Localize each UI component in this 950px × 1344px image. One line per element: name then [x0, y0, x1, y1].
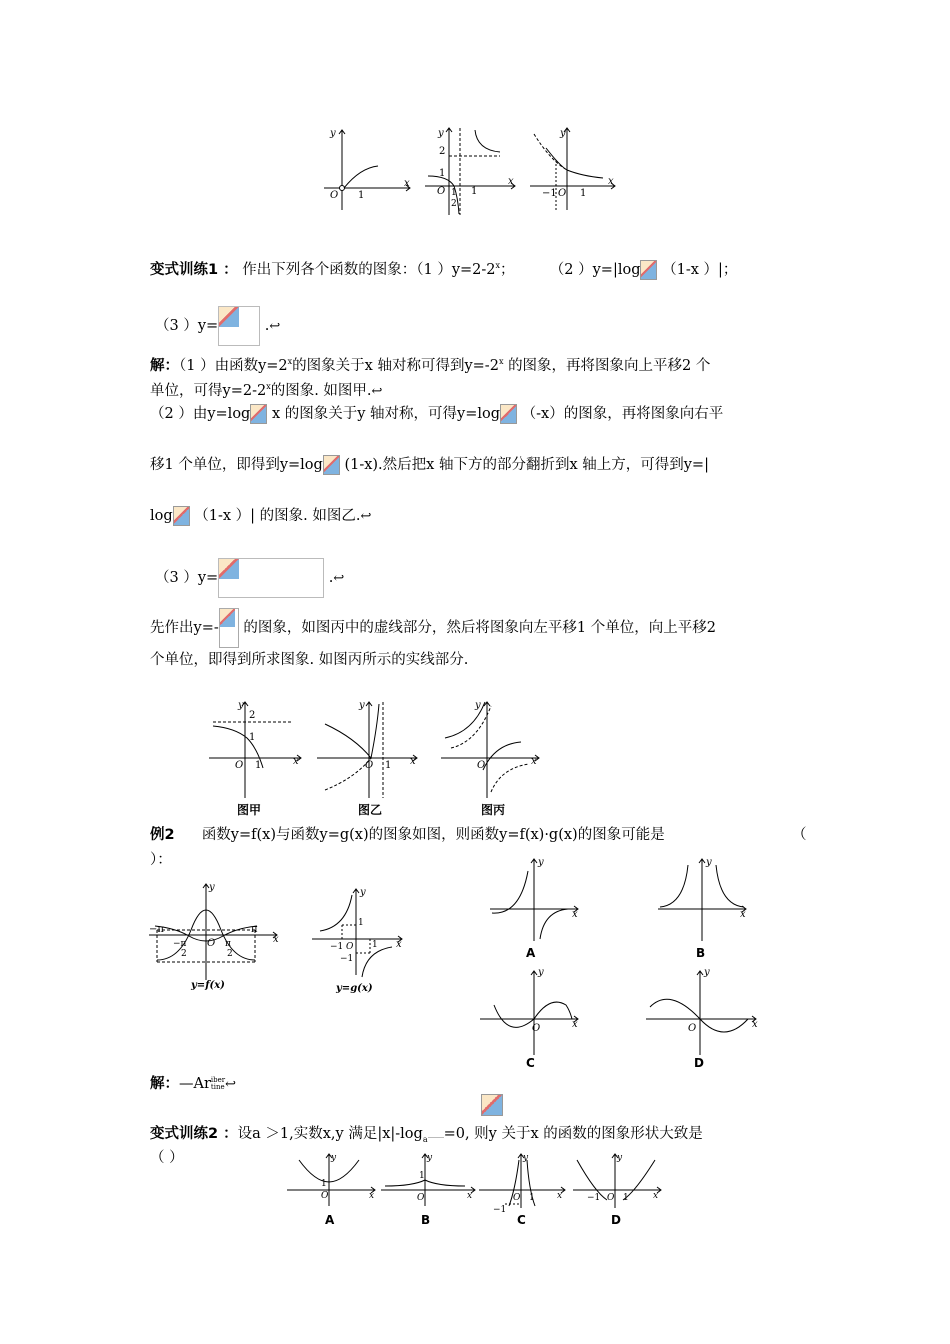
formula-image-box: [219, 608, 239, 648]
sol-label: 解：: [150, 357, 179, 374]
ex3-option-a: A: [325, 1213, 335, 1227]
fy-x: x: [410, 756, 416, 767]
figure-row: [205, 698, 550, 823]
tg2-half-den: 2: [451, 199, 457, 209]
gx-x: x: [396, 939, 402, 950]
ex2-paren2: ）：: [150, 852, 172, 868]
fj-1: 1: [249, 732, 256, 743]
fig-yi-graph: [317, 702, 417, 798]
e3c-neg1: −1: [493, 1205, 507, 1215]
tg2-half-num: 1: [451, 188, 457, 198]
fx-pi: π: [251, 924, 258, 935]
option-b-label: B: [696, 946, 706, 960]
ex2-paren: （: [792, 827, 807, 843]
sol2-label: 解：: [150, 1076, 179, 1092]
tg1-x: x: [404, 178, 410, 189]
e3d-neg1: −1: [587, 1193, 601, 1203]
oa-x: x: [572, 909, 578, 920]
gx-y: y: [360, 887, 366, 898]
fx-pi2-den: 2: [227, 949, 233, 959]
sol-line-8: [150, 650, 468, 670]
ob-x: x: [740, 909, 746, 920]
ex3-line: [150, 1124, 703, 1150]
fig-bing-graph: [441, 702, 539, 798]
sol-line-1: [150, 352, 710, 376]
ex3-title: 变式训练2 ：: [150, 1126, 238, 1142]
log-base-image: [500, 404, 517, 424]
tg3-y: y: [560, 128, 566, 139]
sol-line-6: [155, 558, 344, 598]
fx-pi2: π: [225, 939, 231, 949]
fx-x: x: [273, 934, 279, 945]
sol-l1a: （1 ）由函数y=2: [179, 357, 288, 374]
fx-neg-pi2-den: 2: [181, 949, 187, 959]
sol-sup3: x: [266, 382, 271, 391]
e3a-x: x: [369, 1191, 375, 1201]
tg2-o: O: [437, 186, 446, 197]
ex3-formula-image: [481, 1094, 503, 1116]
formula-image-icon: [219, 559, 239, 579]
fx-graph: [145, 880, 285, 995]
e3c-1: 1: [529, 1193, 535, 1203]
ex1-part2: （2 ）y=|log: [549, 261, 641, 278]
tg2-2: 2: [439, 146, 446, 157]
return-mark-icon: ↩: [269, 319, 281, 334]
gx-1b: 1: [372, 940, 378, 950]
sol-l1b: 的图象关于x 轴对称可得到y=-2: [292, 357, 499, 374]
sol-line-2: [150, 377, 382, 402]
fb-x: x: [531, 756, 537, 767]
e3a-1: 1: [321, 1179, 327, 1189]
ex2-line: [150, 825, 665, 845]
od-x: x: [752, 1019, 758, 1030]
ex1-part3: （3 ）y=: [155, 318, 219, 334]
fj-x: x: [293, 756, 299, 767]
sol-l4b: (1-x).然后把x 轴下方的部分翻折到x 轴上方，可得到y=|: [344, 457, 709, 473]
ex1-part2b: （1-x ）|；: [662, 261, 738, 278]
sol-l8: 个单位，即得到所求图象. 如图丙所示的实线部分.: [150, 652, 469, 668]
e3c-x: x: [557, 1191, 563, 1201]
sol-l5a: log: [150, 508, 173, 524]
fj-1b: 1: [255, 760, 262, 771]
option-c-label: C: [526, 1056, 535, 1070]
ex3-text: 设a ＞1,实数x,y 满足|x|-log: [237, 1126, 423, 1142]
sol-l7a: 先作出y=-: [150, 620, 219, 636]
ex2-label: 例2: [150, 827, 175, 843]
tg2-1: 1: [439, 168, 446, 179]
ex1-part3b: .: [264, 318, 270, 334]
return-mark-icon: ↩: [360, 509, 372, 524]
oc-o: O: [532, 1023, 541, 1034]
gx-o: O: [346, 942, 354, 952]
tg1-1: 1: [358, 190, 365, 201]
oa-y: y: [538, 857, 544, 868]
fy-o: O: [365, 760, 374, 771]
tg1-y: y: [330, 128, 336, 139]
log-base-image: [173, 506, 190, 526]
ex3-sub: a: [422, 1134, 428, 1144]
sol-l3a: （2 ）由y=log: [150, 406, 251, 422]
formula-image-box: [218, 306, 260, 346]
od-o: O: [688, 1023, 697, 1034]
fy-1: 1: [385, 760, 392, 771]
ex1-sup: x: [495, 261, 501, 270]
sol-l1c: 的图象，再将图象向上平移2 个: [508, 357, 711, 374]
fx-negpi: −π: [149, 924, 164, 935]
fig-bing-caption: 图丙: [481, 803, 506, 817]
fx-y: y: [209, 882, 215, 893]
tg3-neg1: −1: [542, 188, 557, 199]
sol-sup1: x: [287, 357, 293, 366]
e3d-o: O: [607, 1193, 615, 1203]
ex2-text: 函数y=f(x)与函数y=g(x)的图象如图，则函数y=f(x)·g(x)的图象可能是: [201, 827, 665, 843]
sol2-sup: iber: [210, 1076, 226, 1084]
fj-y: y: [238, 700, 244, 711]
oc-x: x: [572, 1019, 578, 1030]
e3b-y: y: [427, 1153, 433, 1163]
e3d-y: y: [617, 1153, 623, 1163]
fb-o: O: [477, 760, 486, 771]
ex3-option-d: D: [611, 1213, 621, 1227]
sol2-garbled: —Ar: [179, 1076, 211, 1092]
tg3-x: x: [608, 176, 614, 187]
sol2-line: [150, 1074, 236, 1095]
sol-line-4: [150, 455, 709, 475]
log-base-image: [250, 404, 267, 424]
fx-o: O: [207, 938, 216, 949]
e3b-x: x: [467, 1191, 473, 1201]
sol-l2: 单位，可得y=2-2: [150, 382, 267, 399]
gx-graph: [310, 885, 410, 995]
e3c-y: y: [523, 1153, 529, 1163]
fig-jia-caption: 图甲: [237, 803, 262, 817]
formula-image-icon: [220, 609, 235, 627]
ex2-options: [480, 855, 770, 1075]
sol-line-3: [150, 404, 723, 424]
e3a-y: y: [331, 1153, 337, 1163]
ex3-option-c: C: [517, 1213, 526, 1227]
fj-2: 2: [249, 710, 256, 721]
od-y: y: [704, 967, 710, 978]
sol-l7b: 的图象，如图丙中的虚线部分，然后将图象向左平移1 个单位，向上平移2: [243, 620, 716, 636]
return-mark-icon: ↩: [333, 571, 345, 586]
ex3-paren: （ ）: [150, 1150, 184, 1166]
e3b-o: O: [417, 1193, 425, 1203]
ex1-line: [150, 256, 737, 280]
e3b-1: 1: [419, 1171, 425, 1181]
tg2-y: y: [438, 128, 444, 139]
option-d-label: D: [694, 1056, 704, 1070]
ex1-part3-line: [155, 306, 280, 346]
ex1-title: 变式训练1 ：: [150, 261, 238, 278]
formula-image-icon: [481, 1094, 503, 1116]
formula-image-icon: [219, 307, 239, 327]
tg1-o: O: [330, 190, 339, 201]
fig-yi-caption: 图乙: [358, 803, 383, 817]
fb-y: y: [475, 700, 481, 711]
sol-l3c: （-x）的图象，再将图象向右平: [521, 406, 724, 422]
gx-1: 1: [358, 918, 364, 928]
ex1-text: 作出下列各个函数的图象：（1 ）y=2-2: [242, 261, 496, 278]
oc-y: y: [538, 967, 544, 978]
gx-neg1b: −1: [340, 954, 354, 964]
sol-l6b: .: [328, 570, 334, 586]
fx-neg-pi2: −π: [173, 939, 187, 949]
sol-l5b: （1-x ）| 的图象. 如图乙.: [194, 508, 361, 524]
log-base-image: [323, 455, 340, 475]
tg3-o: O: [558, 188, 567, 199]
return-mark-icon: ↩: [371, 383, 383, 399]
sol2-sub: tine: [210, 1083, 225, 1091]
ex3-text2: =0, 则y 关于x 的函数的图象形状大致是: [443, 1126, 703, 1142]
ob-y: y: [706, 857, 712, 868]
gx-neg1: −1: [330, 942, 344, 952]
e3a-o: O: [321, 1191, 329, 1201]
log-base-image: [640, 260, 657, 280]
ex1-text2: ；: [500, 261, 515, 278]
sol-sup2: x: [498, 357, 504, 366]
fy-y: y: [359, 700, 365, 711]
option-a-label: A: [526, 946, 536, 960]
sol-l2b: 的图象. 如图甲.: [270, 382, 372, 399]
tg2-x: x: [508, 176, 514, 187]
sol-line-5: [150, 506, 371, 527]
e3d-1: 1: [623, 1193, 629, 1203]
return-mark-icon: ↩: [225, 1077, 237, 1092]
ex3-option-b: B: [421, 1213, 431, 1227]
sol-l4a: 移1 个单位，即得到y=log: [150, 457, 323, 473]
e3c-o: O: [513, 1193, 521, 1203]
sol-l3b: x 的图象关于y 轴对称，可得y=log: [271, 406, 501, 422]
fj-o: O: [235, 760, 244, 771]
formula-image-box: [218, 558, 324, 598]
e3d-x: x: [653, 1191, 659, 1201]
top-graphs: [320, 120, 620, 220]
sol-l6a: （3 ）y=: [155, 570, 219, 586]
fx-caption: y=f(x): [191, 980, 225, 991]
ex3-options: [285, 1152, 665, 1232]
tg2-1b: 1: [471, 186, 478, 197]
sol-line-7: [150, 608, 716, 648]
gx-caption: y=g(x): [336, 983, 373, 994]
tg3-1: 1: [580, 188, 587, 199]
